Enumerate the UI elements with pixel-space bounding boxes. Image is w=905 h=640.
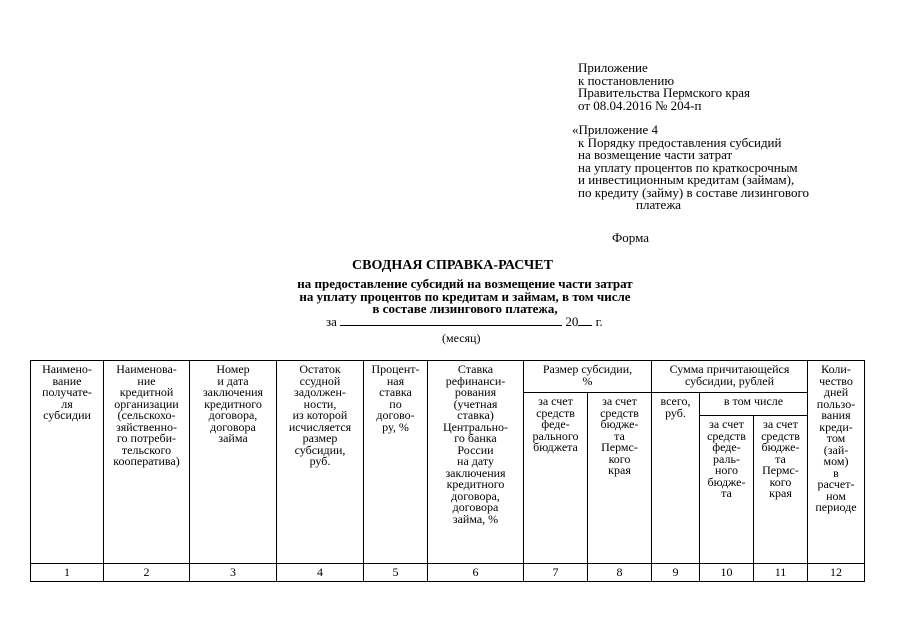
column-number: 5 (364, 564, 428, 582)
procedure-line: платежа (636, 197, 682, 212)
column-number: 10 (700, 564, 754, 582)
subtitle-line: в составе лизингового платежа, (372, 301, 558, 316)
summary-table (30, 360, 865, 582)
annex-line: от 08.04.2016 № 204-п (578, 97, 702, 113)
column-number: 8 (588, 564, 652, 582)
month-caption: (месяц) (442, 331, 481, 345)
annex-reference (578, 62, 750, 112)
column-number: 6 (428, 564, 524, 582)
year-blank[interactable] (578, 314, 592, 326)
header-amount-total: всего, руб. (652, 393, 700, 564)
document-subtitle (0, 278, 905, 316)
column-number: 12 (808, 564, 865, 582)
subtitle-line: на уплату процентов по кредитам и займам, в том числе (299, 288, 631, 304)
month-blank[interactable] (340, 314, 562, 326)
procedure-line: по кредиту (займу) в составе лизингового (578, 184, 809, 200)
column-number: 9 (652, 564, 700, 582)
document-title: СВОДНАЯ СПРАВКА-РАСЧЕТ (352, 258, 553, 273)
column-number: 3 (190, 564, 277, 582)
subtitle-line: на предоставление субсидий на возмещение части затрат (297, 276, 633, 291)
header-amount-regional: за счет средств бюдже- та Пермс- кого края (754, 416, 808, 564)
header-contract-number-date: Номер и дата заключения кредитного договора, договора займа (190, 361, 277, 564)
procedure-line: на возмещение части затрат (578, 147, 733, 162)
header-credit-organization: Наименова- ние кредитной организации (сельскохо- зяйственно- го потреби- тельского кооператива) (104, 361, 190, 564)
procedure-line: и инвестиционным кредитам (займам), (578, 172, 795, 187)
annex-line: Приложение (578, 60, 648, 75)
header-recipient-name: Наимено- вание получате- ля субсидии (31, 361, 104, 564)
annex-line: к постановлению (578, 72, 675, 88)
column-number: 4 (277, 564, 364, 582)
period-line (326, 314, 603, 330)
procedure-line: на уплату процентов по краткосрочным (578, 159, 798, 175)
header-subsidy-amount: Сумма причитающейся субсидии, рублей (652, 361, 808, 393)
year-prefix: 20 (565, 314, 579, 329)
procedure-line: к Порядку предоставления субсидий (578, 134, 782, 150)
column-number: 2 (104, 564, 190, 582)
header-subsidy-regional-percent: за счет средств бюдже- та Пермс- кого края (588, 393, 652, 564)
annex-line: Правительства Пермского края (578, 85, 750, 100)
column-number: 11 (754, 564, 808, 582)
header-interest-rate: Процент- ная ставка по догово- ру, % (364, 361, 428, 564)
column-number: 7 (524, 564, 588, 582)
period-prefix: за (326, 314, 337, 329)
header-subsidy-federal-percent: за счет средств феде- рального бюджета (524, 393, 588, 564)
header-refinancing-rate: Ставка рефинанси- рования (учетная ставка) Центрально- го банка России на дату заключения кредитного договора, договора займа, % (428, 361, 524, 564)
header-amount-federal: за счет средств феде- раль- ного бюдже- та (700, 416, 754, 564)
header-including: в том числе (700, 393, 808, 416)
year-suffix: г. (595, 314, 603, 329)
column-number: 1 (31, 564, 104, 582)
header-days-count: Коли- чество дней пользо- вания креди- том (зай- мом) в расчет- ном периоде (808, 361, 865, 564)
form-label: Форма (612, 230, 649, 245)
header-subsidy-size: Размер субсидии, % (524, 361, 652, 393)
header-loan-balance: Остаток ссудной задолжен- ности, из которой исчисляется размер субсидии, руб. (277, 361, 364, 564)
procedure-annex-reference (572, 124, 809, 212)
procedure-line: «Приложение 4 (572, 122, 659, 137)
